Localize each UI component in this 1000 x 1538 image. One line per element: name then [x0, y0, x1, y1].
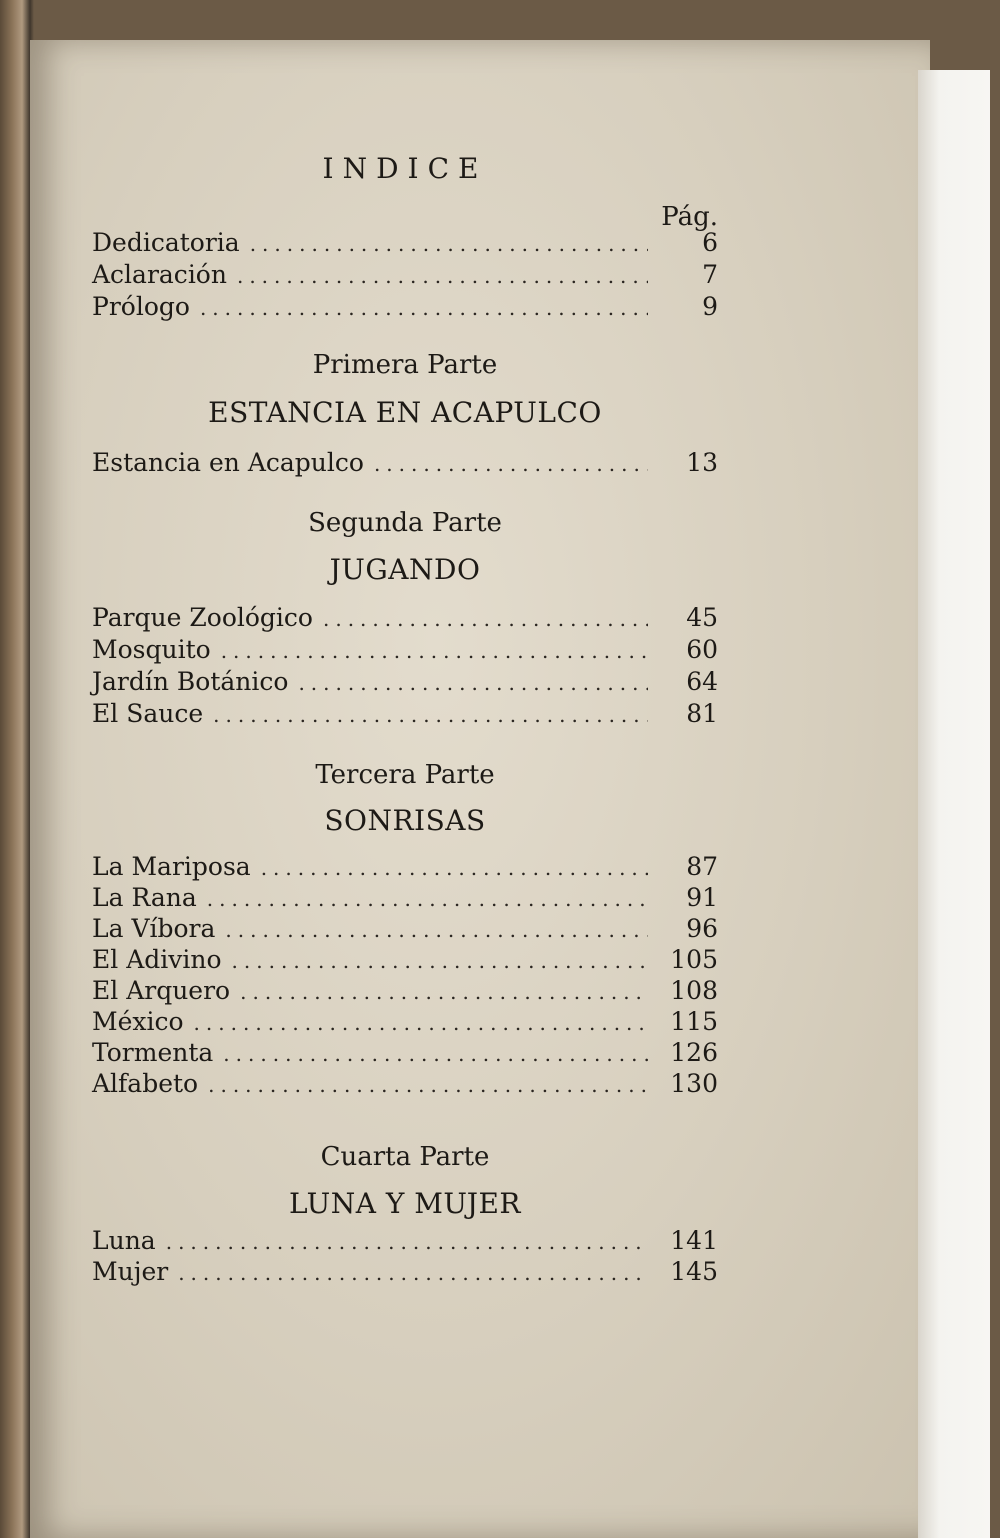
part-label: Tercera Parte: [315, 760, 495, 790]
entry-title: El Sauce: [92, 699, 204, 728]
toc-entry: [92, 699, 718, 731]
facing-page-edge: [918, 70, 990, 1538]
index-title: INDICE: [322, 152, 488, 185]
dot-leader: [178, 1261, 648, 1285]
entry-title: Estancia en Acapulco: [92, 448, 364, 477]
toc-entry: [92, 945, 718, 977]
dot-leader: [250, 232, 648, 256]
entry-title: Jardín Botánico: [92, 667, 289, 696]
part-title: ESTANCIA EN ACAPULCO: [208, 396, 602, 429]
dot-leader: [207, 887, 648, 911]
part-label: Cuarta Parte: [320, 1142, 490, 1172]
page-column-label: Pág.: [661, 202, 718, 232]
entry-page: 96: [686, 914, 718, 943]
entry-page: 108: [670, 976, 718, 1005]
dot-leader: [213, 703, 648, 727]
entry-page: 126: [670, 1038, 718, 1067]
toc-entry: [92, 1226, 718, 1258]
toc-entry: [92, 1069, 718, 1101]
entry-page: 115: [670, 1007, 718, 1036]
toc-entry: [92, 228, 718, 260]
entry-title: Mujer: [92, 1257, 169, 1286]
entry-page: 145: [670, 1257, 718, 1286]
dot-leader: [208, 1073, 648, 1097]
dot-leader: [261, 856, 648, 880]
toc-entry: [92, 976, 718, 1008]
entry-title: El Adivino: [92, 945, 222, 974]
part-title: LUNA Y MUJER: [289, 1187, 521, 1220]
toc-entry: [92, 1007, 718, 1039]
dot-leader: [223, 1042, 648, 1066]
entry-page: 91: [686, 883, 718, 912]
toc-entry: [92, 260, 718, 292]
entry-title: El Arquero: [92, 976, 231, 1005]
entry-title: Dedicatoria: [92, 228, 240, 257]
dot-leader: [221, 639, 648, 663]
dot-leader: [237, 264, 648, 288]
dot-leader: [166, 1230, 648, 1254]
dot-leader: [225, 918, 648, 942]
entry-title: La Víbora: [92, 914, 216, 943]
dot-leader: [232, 949, 648, 973]
entry-page: 81: [686, 699, 718, 728]
entry-page: 9: [702, 292, 718, 321]
dot-leader: [240, 980, 648, 1004]
entry-title: Prólogo: [92, 292, 190, 321]
entry-page: 45: [686, 603, 718, 632]
entry-title: La Rana: [92, 883, 197, 912]
entry-page: 105: [670, 945, 718, 974]
part-label: Primera Parte: [312, 350, 498, 380]
dot-leader: [374, 452, 648, 476]
entry-page: 141: [670, 1226, 718, 1255]
toc-entry: [92, 603, 718, 635]
dot-leader: [298, 671, 648, 695]
entry-title: Alfabeto: [92, 1069, 199, 1098]
dot-leader: [194, 1011, 648, 1035]
toc-entry: [92, 914, 718, 946]
dot-leader: [323, 607, 648, 631]
toc-entry: [92, 1257, 718, 1289]
entry-page: 87: [686, 852, 718, 881]
entry-page: 130: [670, 1069, 718, 1098]
part-title: JUGANDO: [329, 553, 481, 586]
part-title: SONRISAS: [324, 804, 486, 837]
part-label: Segunda Parte: [308, 508, 502, 538]
dot-leader: [200, 296, 648, 320]
toc-entry: [92, 448, 718, 480]
toc-entry: [92, 667, 718, 699]
entry-title: La Mariposa: [92, 852, 251, 881]
toc-entry: [92, 1038, 718, 1070]
entry-page: 64: [686, 667, 718, 696]
toc-entry: [92, 635, 718, 667]
entry-title: Mosquito: [92, 635, 211, 664]
toc-entry: [92, 292, 718, 324]
entry-page: 13: [686, 448, 718, 477]
entry-title: Aclaración: [92, 260, 227, 289]
entry-page: 6: [702, 228, 718, 257]
toc-entry: [92, 852, 718, 884]
entry-title: Parque Zoológico: [92, 603, 313, 632]
toc-entry: [92, 883, 718, 915]
entry-title: Luna: [92, 1226, 156, 1255]
entry-title: Tormenta: [92, 1038, 214, 1067]
entry-page: 60: [686, 635, 718, 664]
entry-title: México: [92, 1007, 184, 1036]
entry-page: 7: [702, 260, 718, 289]
